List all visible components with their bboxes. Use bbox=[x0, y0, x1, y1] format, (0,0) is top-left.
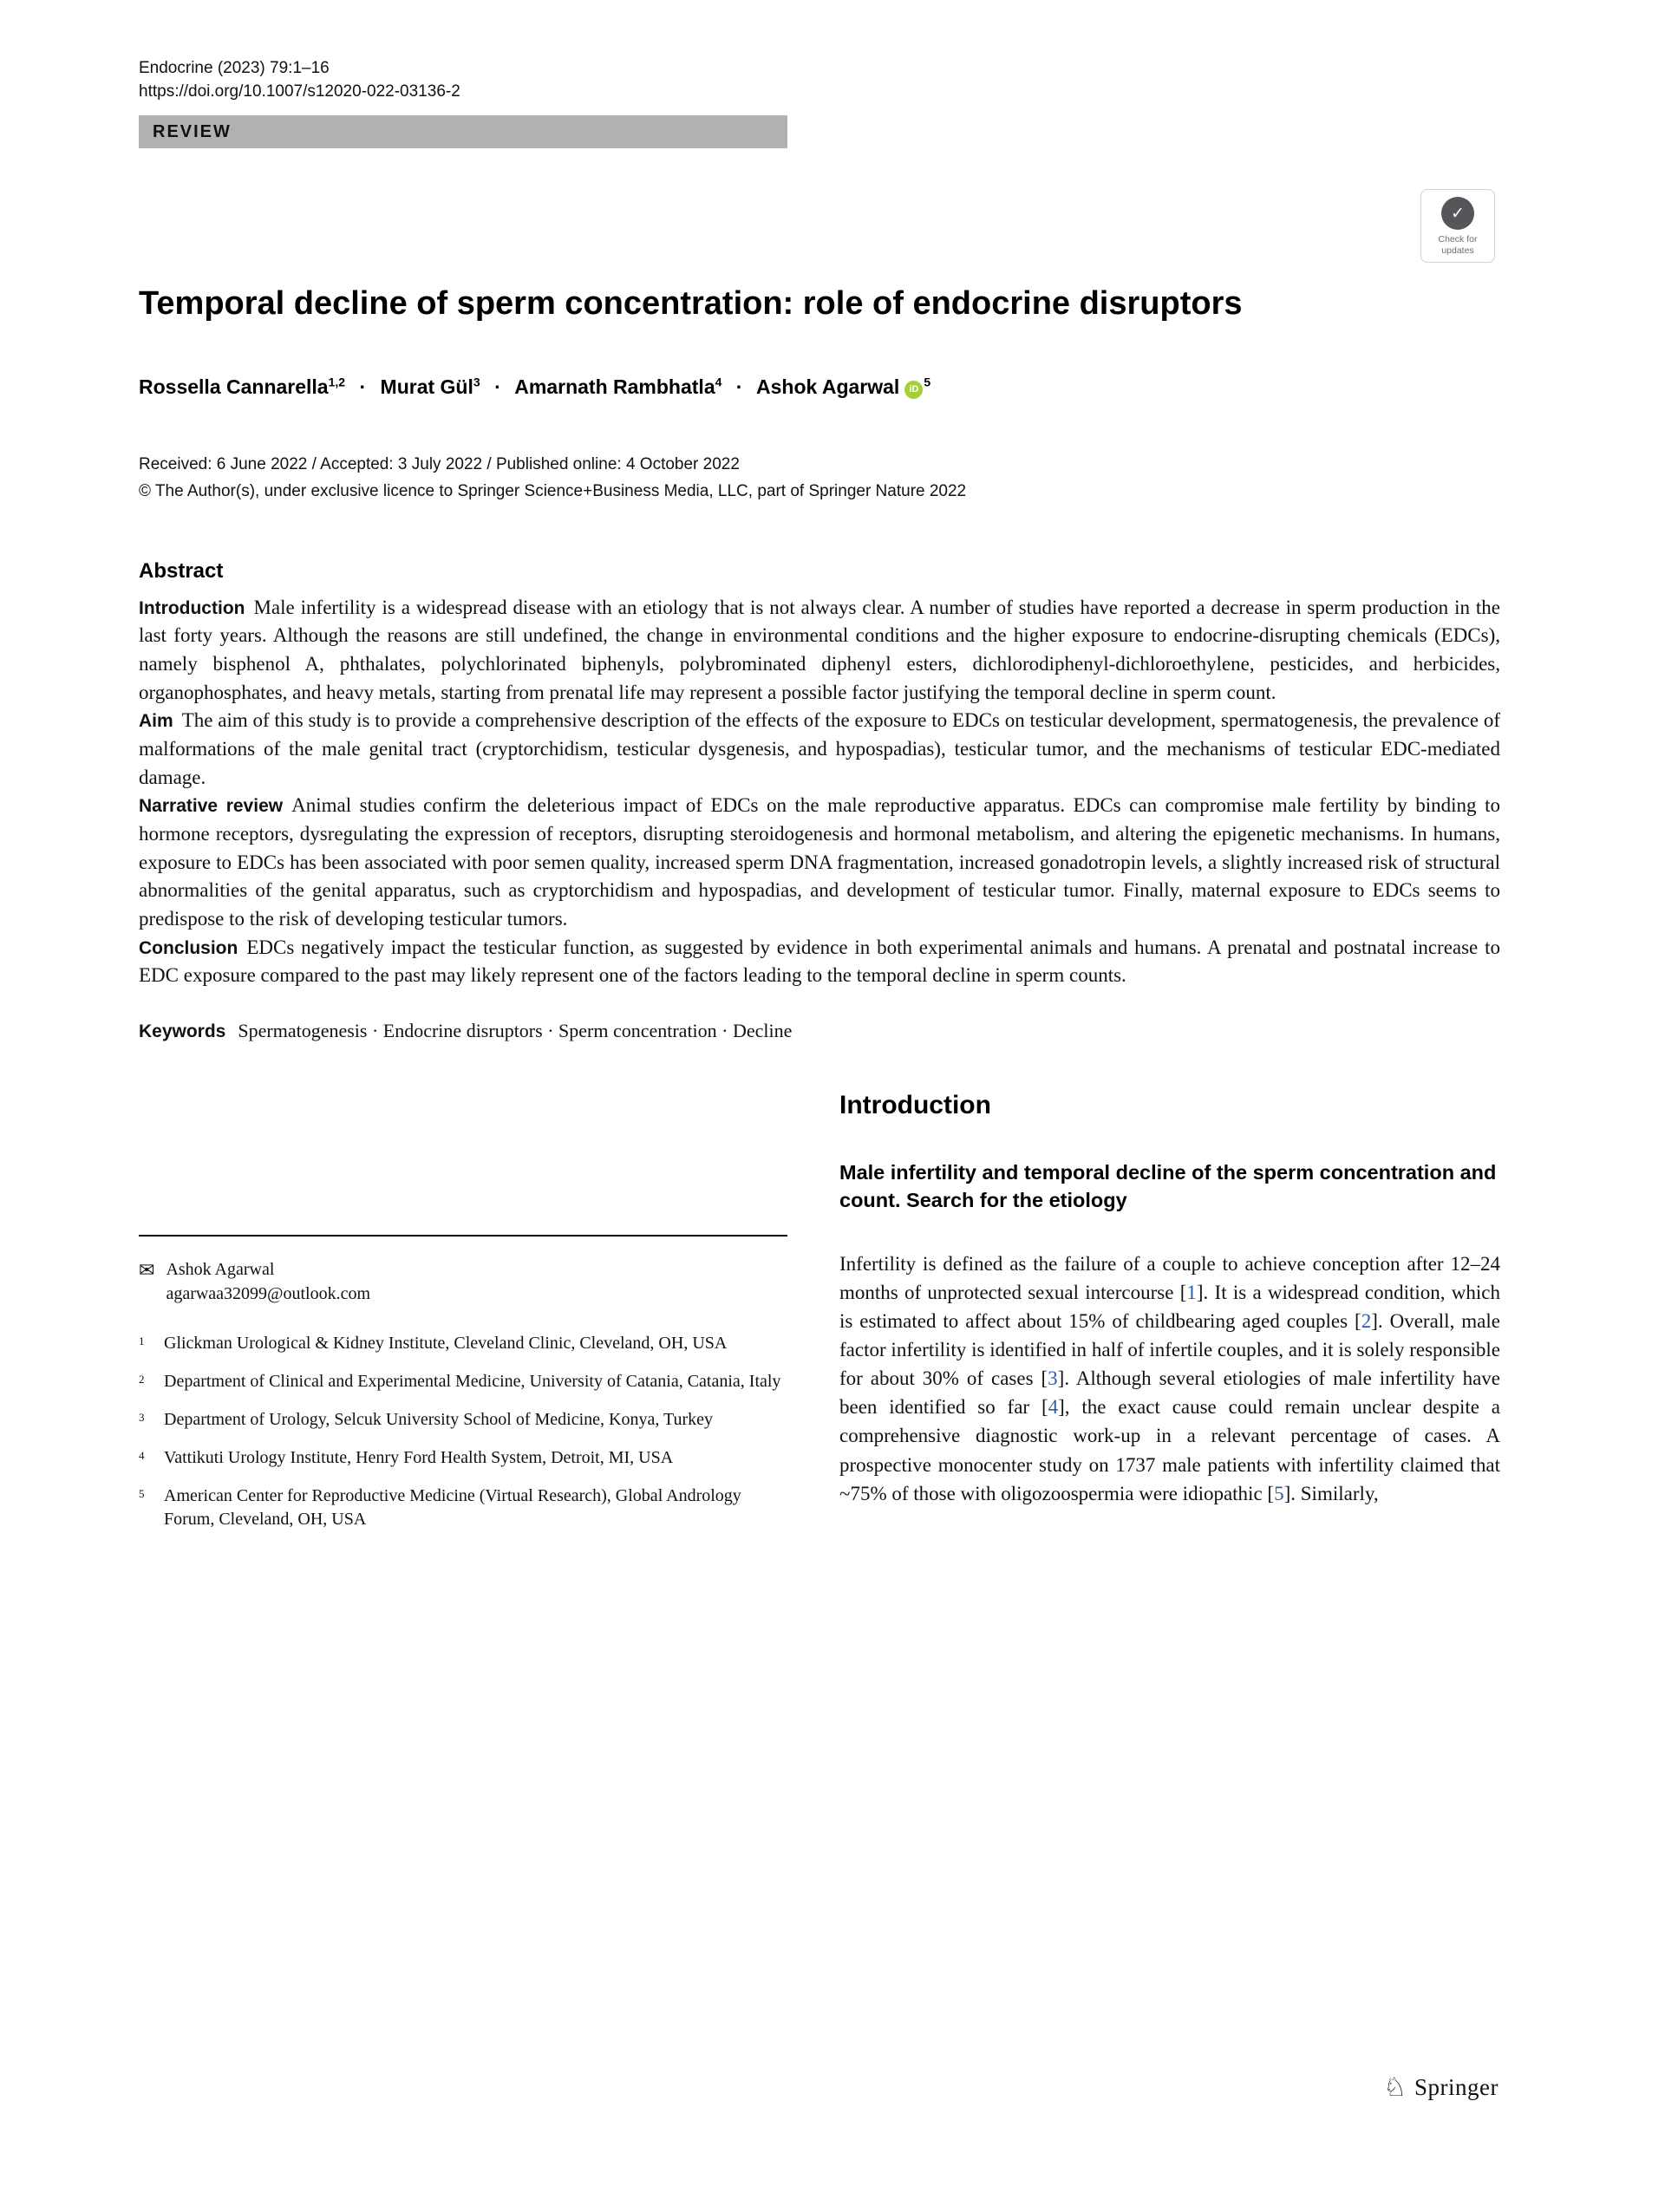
section-heading: Introduction bbox=[839, 1090, 991, 1119]
author-affil-sup: 3 bbox=[473, 375, 480, 389]
author-list bbox=[139, 375, 1500, 399]
citation-link[interactable]: 3 bbox=[1048, 1367, 1058, 1390]
abstract-section-text: The aim of this study is to provide a comprehensive description of the effects of the exposure to EDCs on testicular development, spermatogenesis, the prevalence of malformations of the male genital tract (cryptorchidism, testicular dysgenesis, and hypospadias), testicular tumor, and the mechanisms of testicular EDC-mediated damage. bbox=[139, 709, 1500, 788]
affiliation-item bbox=[139, 1332, 787, 1355]
abstract-section-text: Male infertility is a widespread disease with an etiology that is not always clear. A number of studies have reported a decrease in sperm production in the last forty years. Although the reasons are still undefined, the change in environmental conditions and the higher exposure to endocrine-disrupting chemicals (EDCs), namely bisphenol A, phthalates, polychlorinated biphenyls, polybrominated diphenyl esters, dichlorodiphenyl-dichloroethylene, pesticides, and herbicides, organophosphates, and heavy metals, starting from prenatal life may represent a possible factor justifying the temporal decline in sperm count. bbox=[139, 596, 1500, 703]
journal-citation: Endocrine (2023) 79:1–16 bbox=[139, 59, 330, 77]
crossmark-icon bbox=[1441, 197, 1474, 230]
author-name: Amarnath Rambhatla bbox=[514, 375, 715, 398]
affiliation-text: Department of Clinical and Experimental Medicine, University of Catania, Catania, Italy bbox=[164, 1371, 781, 1391]
author bbox=[756, 375, 930, 398]
copyright-line: © The Author(s), under exclusive licence to Springer Science+Business Media, LLC, part of Springer Nature 2022 bbox=[139, 482, 967, 501]
received-line: Received: 6 June 2022 / Accepted: 3 July 2022 / Published online: 4 October 2022 bbox=[139, 454, 740, 473]
affiliation-number: 1 bbox=[139, 1334, 145, 1347]
citation-link[interactable]: 2 bbox=[1361, 1310, 1372, 1333]
abstract-section-label: Aim bbox=[139, 711, 173, 732]
affiliation-text: Department of Urology, Selcuk University School of Medicine, Konya, Turkey bbox=[164, 1409, 714, 1429]
author-affil-sup: 1,2 bbox=[328, 375, 346, 389]
author-affil-sup: 4 bbox=[715, 375, 722, 389]
author bbox=[514, 375, 722, 398]
abstract-section bbox=[139, 792, 1500, 933]
author-affil-sup: 5 bbox=[924, 375, 931, 389]
affiliation-text: Glickman Urological & Kidney Institute, Cleveland Clinic, Cleveland, OH, USA bbox=[164, 1333, 728, 1353]
correspondence-name: Ashok Agarwal bbox=[166, 1259, 275, 1279]
citation-link[interactable]: 4 bbox=[1048, 1396, 1059, 1419]
subsection-heading: Male infertility and temporal decline of the sperm concentration and count. Search for the etiology bbox=[839, 1160, 1497, 1212]
affiliation-number: 3 bbox=[139, 1410, 145, 1424]
author-name: Ashok Agarwal bbox=[756, 375, 900, 398]
author bbox=[381, 375, 480, 398]
publisher-footer bbox=[1383, 2072, 1498, 2103]
orcid-icon[interactable]: iD bbox=[904, 381, 923, 399]
two-column-region bbox=[139, 1091, 1500, 1546]
abstract-body bbox=[139, 594, 1500, 990]
affiliation-item bbox=[139, 1370, 787, 1393]
author-name: Murat Gül bbox=[380, 375, 473, 398]
correspondence-email[interactable]: agarwaa32099@outlook.com bbox=[166, 1283, 371, 1303]
publication-meta bbox=[139, 453, 1500, 504]
footnotes-column bbox=[139, 1091, 787, 1546]
keywords-label: Keywords bbox=[139, 1021, 226, 1041]
affiliation-text: American Center for Reproductive Medicine (Virtual Research), Global Andrology Forum, Cleveland, OH, USA bbox=[164, 1485, 741, 1529]
correspondence-block bbox=[139, 1257, 787, 1306]
envelope-icon: ✉ bbox=[139, 1258, 155, 1281]
check-for-updates-badge[interactable] bbox=[1420, 189, 1495, 263]
abstract-section-label: Conclusion bbox=[139, 937, 238, 958]
keywords-list: Spermatogenesis · Endocrine disruptors · Sperm concentration · Decline bbox=[238, 1019, 793, 1041]
affiliation-number: 4 bbox=[139, 1448, 145, 1462]
author-name: Rossella Cannarella bbox=[139, 375, 329, 398]
citation-link[interactable]: 1 bbox=[1186, 1281, 1197, 1303]
abstract-heading: Abstract bbox=[139, 558, 224, 583]
body-paragraph: Infertility is defined as the failure of a couple to achieve conception after 12–24 months of unprotected sexual intercourse [1]. It is a widespread condition, which is estimated to affect about 15% of childbearing aged couples [2]. Overall, male factor infertility is identified in half of infertile couples, and it is solely responsible for about 30% of cases [3]. Although several etiologies of male infertility have been identified so far [4], the exact cause could remain unclear despite a comprehensive diagnostic work-up in a relevant percentage of cases. A prospective monocenter study on 1737 male patients with infertility claimed that ~75% of those with oligozoospermia were idiopathic [5]. Similarly, bbox=[839, 1252, 1501, 1504]
author-separator: · bbox=[494, 375, 501, 398]
abstract-section-label: Narrative review bbox=[139, 796, 284, 817]
author-separator: · bbox=[735, 375, 743, 398]
springer-logo-icon: ♘ bbox=[1383, 2073, 1407, 2102]
affiliation-text: Vattikuti Urology Institute, Henry Ford Health System, Detroit, MI, USA bbox=[164, 1447, 674, 1467]
abstract-section bbox=[139, 707, 1500, 792]
introduction-section bbox=[839, 1091, 1500, 1546]
doi-link[interactable]: https://doi.org/10.1007/s12020-022-03136-2 bbox=[139, 82, 460, 101]
affiliation-item bbox=[139, 1484, 787, 1531]
crossmark-check-glyph: ✓ bbox=[1451, 204, 1465, 223]
affiliation-item bbox=[139, 1446, 787, 1470]
abstract-section bbox=[139, 934, 1500, 990]
author-separator: · bbox=[359, 375, 367, 398]
citation-link[interactable]: 5 bbox=[1274, 1482, 1284, 1504]
footnote-divider bbox=[139, 1235, 787, 1237]
article-type-banner: REVIEW bbox=[139, 115, 787, 148]
correspondence-text bbox=[166, 1257, 370, 1306]
affiliation-number: 5 bbox=[139, 1486, 145, 1500]
abstract-section bbox=[139, 594, 1500, 708]
affiliation-number: 2 bbox=[139, 1372, 145, 1386]
abstract-section-text: EDCs negatively impact the testicular function, as suggested by evidence in both experimental animals and humans. A prenatal and postnatal increase to EDC exposure compared to the past may likely represent one of the factors leading to the temporal decline in sperm counts. bbox=[139, 936, 1500, 987]
affiliation-item bbox=[139, 1408, 787, 1432]
check-updates-label: Check for updates bbox=[1438, 234, 1478, 257]
author bbox=[139, 375, 345, 398]
abstract-section-text: Animal studies confirm the deleterious impact of EDCs on the male reproductive apparatus. EDCs can compromise male fertility by binding to hormone receptors, dysregulating the expression of receptors, disrupting steroidogenesis and hormonal metabolism, and altering the epigenetic mechanisms. In humans, exposure to EDCs has been associated with poor semen quality, increased sperm DNA fragmentation, increased gonadotropin levels, a slightly increased risk of structural abnormalities of the genital apparatus, such as cryptorchidism and hypospadias, and development of testicular tumor. Finally, maternal exposure to EDCs seems to predispose to the risk of developing testicular tumors. bbox=[139, 794, 1500, 930]
publisher-name: Springer bbox=[1414, 2074, 1498, 2100]
article-title: Temporal decline of sperm concentration: role of endocrine disruptors bbox=[139, 284, 1243, 322]
abstract-section-label: Introduction bbox=[139, 597, 245, 618]
keywords-row bbox=[139, 1020, 1500, 1042]
header-meta bbox=[139, 57, 1500, 104]
